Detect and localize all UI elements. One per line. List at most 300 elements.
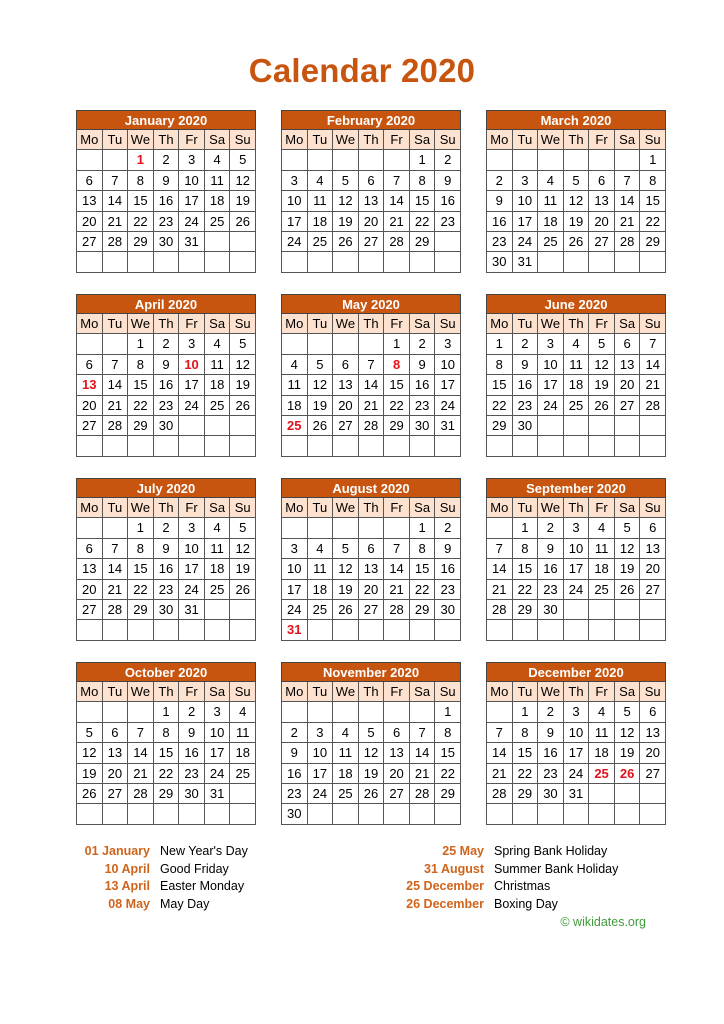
month-calendar — [281, 478, 461, 641]
empty-cell — [410, 702, 436, 722]
weekday-header: Fr — [589, 498, 615, 518]
day-cell: 28 — [615, 232, 641, 252]
day-cell: 11 — [333, 743, 359, 763]
day-cell: 6 — [77, 171, 103, 191]
day-cell: 8 — [487, 355, 513, 375]
day-cell: 1 — [487, 334, 513, 354]
day-cell: 18 — [308, 580, 334, 600]
day-cell: 20 — [615, 375, 641, 395]
day-cell: 25 — [589, 580, 615, 600]
empty-cell — [77, 518, 103, 538]
empty-cell — [359, 334, 385, 354]
day-cell: 2 — [154, 150, 180, 170]
day-cell: 3 — [538, 334, 564, 354]
empty-cell — [615, 150, 641, 170]
empty-cell — [333, 518, 359, 538]
month-grid — [281, 130, 461, 273]
weekday-header: Su — [230, 130, 256, 150]
empty-cell — [513, 804, 539, 824]
weekday-header: Fr — [384, 498, 410, 518]
day-cell: 10 — [282, 191, 308, 211]
day-cell: 2 — [179, 702, 205, 722]
month-grid — [76, 498, 256, 641]
day-cell: 18 — [333, 764, 359, 784]
day-cell: 28 — [103, 416, 129, 436]
empty-cell — [77, 436, 103, 456]
day-cell: 8 — [128, 539, 154, 559]
month-title: September 2020 — [486, 478, 666, 498]
weekday-header: Mo — [282, 314, 308, 334]
day-cell: 29 — [435, 784, 461, 804]
weekday-header: Mo — [282, 130, 308, 150]
weekday-header: Tu — [308, 130, 334, 150]
weekday-header: Tu — [103, 130, 129, 150]
weekday-header: Mo — [487, 682, 513, 702]
empty-cell — [205, 804, 231, 824]
day-cell: 6 — [384, 723, 410, 743]
empty-cell — [230, 436, 256, 456]
weekday-header: Fr — [384, 314, 410, 334]
empty-cell — [487, 150, 513, 170]
day-cell: 29 — [128, 416, 154, 436]
day-cell: 12 — [333, 191, 359, 211]
holiday-name: New Year's Day — [160, 844, 248, 858]
day-cell: 9 — [179, 723, 205, 743]
day-cell: 29 — [513, 784, 539, 804]
empty-cell — [154, 804, 180, 824]
day-cell: 20 — [384, 764, 410, 784]
empty-cell — [333, 620, 359, 640]
day-cell: 4 — [282, 355, 308, 375]
day-cell: 9 — [154, 171, 180, 191]
day-cell: 26 — [77, 784, 103, 804]
month-calendar — [281, 294, 461, 457]
day-cell: 2 — [410, 334, 436, 354]
month-grid — [281, 498, 461, 641]
month-grid — [76, 314, 256, 457]
day-cell: 9 — [538, 723, 564, 743]
empty-cell — [77, 334, 103, 354]
day-cell: 4 — [205, 150, 231, 170]
day-cell: 17 — [308, 764, 334, 784]
weekday-header: Su — [640, 682, 666, 702]
day-cell: 28 — [487, 784, 513, 804]
day-cell: 6 — [77, 539, 103, 559]
empty-cell — [179, 252, 205, 272]
day-cell: 26 — [333, 232, 359, 252]
day-cell: 24 — [179, 396, 205, 416]
holiday-day-cell: 25 — [282, 416, 308, 436]
day-cell: 4 — [538, 171, 564, 191]
day-cell: 11 — [564, 355, 590, 375]
day-cell: 21 — [640, 375, 666, 395]
empty-cell — [128, 252, 154, 272]
empty-cell — [384, 804, 410, 824]
weekday-header: Tu — [103, 314, 129, 334]
weekday-header: Mo — [77, 314, 103, 334]
empty-cell — [103, 620, 129, 640]
day-cell: 16 — [435, 559, 461, 579]
day-cell: 14 — [384, 559, 410, 579]
empty-cell — [205, 600, 231, 620]
weekday-header: Fr — [589, 130, 615, 150]
day-cell: 13 — [77, 191, 103, 211]
day-cell: 20 — [640, 559, 666, 579]
holiday-date: 26 December — [406, 896, 484, 911]
weekday-header: Th — [359, 682, 385, 702]
weekday-header: Mo — [77, 498, 103, 518]
day-cell: 30 — [435, 600, 461, 620]
day-cell: 10 — [564, 723, 590, 743]
empty-cell — [435, 232, 461, 252]
empty-cell — [308, 702, 334, 722]
day-cell: 20 — [359, 212, 385, 232]
day-cell: 31 — [435, 416, 461, 436]
day-cell: 15 — [513, 559, 539, 579]
day-cell: 15 — [128, 375, 154, 395]
day-cell: 15 — [487, 375, 513, 395]
empty-cell — [282, 518, 308, 538]
holiday-item — [76, 896, 248, 914]
day-cell: 24 — [282, 600, 308, 620]
month-grid — [486, 314, 666, 457]
day-cell: 27 — [77, 416, 103, 436]
day-cell: 18 — [205, 191, 231, 211]
empty-cell — [282, 436, 308, 456]
day-cell: 15 — [128, 559, 154, 579]
day-cell: 22 — [410, 580, 436, 600]
day-cell: 16 — [410, 375, 436, 395]
holiday-item — [406, 896, 618, 914]
day-cell: 19 — [359, 764, 385, 784]
weekday-header: Tu — [513, 682, 539, 702]
day-cell: 1 — [384, 334, 410, 354]
weekday-header: Th — [359, 498, 385, 518]
day-cell: 24 — [179, 580, 205, 600]
day-cell: 28 — [103, 232, 129, 252]
day-cell: 5 — [230, 334, 256, 354]
empty-cell — [128, 702, 154, 722]
day-cell: 21 — [487, 764, 513, 784]
weekday-header: We — [538, 682, 564, 702]
day-cell: 5 — [77, 723, 103, 743]
holiday-name: Christmas — [494, 879, 551, 894]
weekday-header: Sa — [615, 314, 641, 334]
day-cell: 31 — [205, 784, 231, 804]
empty-cell — [589, 416, 615, 436]
month-calendar — [76, 110, 256, 273]
day-cell: 22 — [410, 212, 436, 232]
day-cell: 20 — [359, 580, 385, 600]
day-cell: 24 — [308, 784, 334, 804]
day-cell: 15 — [640, 191, 666, 211]
empty-cell — [538, 436, 564, 456]
weekday-header: Su — [640, 498, 666, 518]
day-cell: 24 — [564, 764, 590, 784]
day-cell: 13 — [615, 355, 641, 375]
day-cell: 4 — [589, 702, 615, 722]
day-cell: 30 — [179, 784, 205, 804]
month-calendar — [281, 110, 461, 273]
empty-cell — [179, 804, 205, 824]
empty-cell — [615, 620, 641, 640]
empty-cell — [230, 232, 256, 252]
empty-cell — [538, 416, 564, 436]
day-cell: 11 — [205, 171, 231, 191]
empty-cell — [589, 436, 615, 456]
month-title: May 2020 — [281, 294, 461, 314]
day-cell: 2 — [154, 518, 180, 538]
day-cell: 23 — [282, 784, 308, 804]
day-cell: 6 — [640, 518, 666, 538]
month-title: March 2020 — [486, 110, 666, 130]
day-cell: 20 — [589, 212, 615, 232]
empty-cell — [230, 784, 256, 804]
day-cell: 19 — [615, 559, 641, 579]
empty-cell — [205, 436, 231, 456]
day-cell: 1 — [128, 518, 154, 538]
day-cell: 7 — [410, 723, 436, 743]
day-cell: 22 — [154, 764, 180, 784]
day-cell: 8 — [435, 723, 461, 743]
empty-cell — [538, 252, 564, 272]
day-cell: 25 — [230, 764, 256, 784]
day-cell: 10 — [179, 171, 205, 191]
empty-cell — [564, 252, 590, 272]
day-cell: 18 — [230, 743, 256, 763]
empty-cell — [179, 620, 205, 640]
day-cell: 25 — [538, 232, 564, 252]
day-cell: 2 — [487, 171, 513, 191]
weekday-header: Th — [154, 130, 180, 150]
day-cell: 18 — [308, 212, 334, 232]
day-cell: 13 — [359, 191, 385, 211]
day-cell: 9 — [282, 743, 308, 763]
day-cell: 17 — [179, 191, 205, 211]
empty-cell — [615, 784, 641, 804]
holiday-day-cell: 25 — [589, 764, 615, 784]
empty-cell — [205, 620, 231, 640]
day-cell: 13 — [640, 723, 666, 743]
day-cell: 11 — [308, 191, 334, 211]
weekday-header: Sa — [410, 130, 436, 150]
empty-cell — [615, 252, 641, 272]
day-cell: 1 — [410, 518, 436, 538]
empty-cell — [513, 150, 539, 170]
day-cell: 29 — [513, 600, 539, 620]
holiday-date: 01 January — [84, 844, 150, 858]
month-calendar — [486, 110, 666, 273]
day-cell: 1 — [435, 702, 461, 722]
weekday-header: Sa — [410, 314, 436, 334]
day-cell: 22 — [487, 396, 513, 416]
credit-link[interactable]: © wikidates.org — [560, 915, 646, 929]
day-cell: 12 — [359, 743, 385, 763]
day-cell: 6 — [359, 539, 385, 559]
day-cell: 18 — [564, 375, 590, 395]
weekday-header: We — [538, 314, 564, 334]
day-cell: 10 — [564, 539, 590, 559]
weekday-header: Mo — [487, 498, 513, 518]
day-cell: 21 — [410, 764, 436, 784]
day-cell: 7 — [384, 539, 410, 559]
empty-cell — [77, 252, 103, 272]
empty-cell — [640, 416, 666, 436]
weekday-header: Fr — [179, 314, 205, 334]
day-cell: 5 — [589, 334, 615, 354]
month-calendar — [76, 294, 256, 457]
day-cell: 30 — [513, 416, 539, 436]
day-cell: 17 — [435, 375, 461, 395]
day-cell: 26 — [308, 416, 334, 436]
weekday-header: Mo — [77, 682, 103, 702]
weekday-header: Sa — [615, 498, 641, 518]
day-cell: 7 — [103, 355, 129, 375]
day-cell: 14 — [615, 191, 641, 211]
day-cell: 31 — [179, 232, 205, 252]
empty-cell — [333, 702, 359, 722]
day-cell: 16 — [154, 191, 180, 211]
day-cell: 27 — [640, 580, 666, 600]
weekday-header: Fr — [589, 682, 615, 702]
day-cell: 28 — [487, 600, 513, 620]
empty-cell — [359, 518, 385, 538]
weekday-header: We — [333, 130, 359, 150]
day-cell: 14 — [128, 743, 154, 763]
empty-cell — [589, 804, 615, 824]
holiday-date: 31 August — [424, 861, 484, 876]
day-cell: 22 — [128, 212, 154, 232]
weekday-header: Su — [230, 498, 256, 518]
holiday-name: Spring Bank Holiday — [494, 844, 608, 858]
day-cell: 6 — [359, 171, 385, 191]
weekday-header: Tu — [513, 498, 539, 518]
empty-cell — [589, 784, 615, 804]
empty-cell — [564, 600, 590, 620]
day-cell: 30 — [538, 784, 564, 804]
day-cell: 9 — [435, 171, 461, 191]
day-cell: 23 — [435, 212, 461, 232]
day-cell: 13 — [103, 743, 129, 763]
day-cell: 17 — [179, 375, 205, 395]
day-cell: 22 — [513, 764, 539, 784]
holiday-day-cell: 13 — [77, 375, 103, 395]
day-cell: 12 — [308, 375, 334, 395]
day-cell: 23 — [435, 580, 461, 600]
empty-cell — [359, 436, 385, 456]
weekday-header: Mo — [282, 498, 308, 518]
holiday-list-left — [76, 843, 248, 913]
weekday-header: We — [333, 498, 359, 518]
day-cell: 7 — [359, 355, 385, 375]
weekday-header: Th — [564, 498, 590, 518]
empty-cell — [154, 620, 180, 640]
day-cell: 3 — [564, 518, 590, 538]
empty-cell — [179, 416, 205, 436]
weekday-header: Fr — [384, 682, 410, 702]
day-cell: 25 — [205, 396, 231, 416]
empty-cell — [513, 620, 539, 640]
empty-cell — [487, 518, 513, 538]
empty-cell — [230, 804, 256, 824]
day-cell: 18 — [538, 212, 564, 232]
day-cell: 25 — [564, 396, 590, 416]
holiday-item — [76, 878, 248, 896]
weekday-header: Th — [564, 682, 590, 702]
month-grid — [486, 682, 666, 825]
weekday-header: Sa — [205, 682, 231, 702]
holiday-item — [406, 861, 618, 879]
day-cell: 15 — [384, 375, 410, 395]
day-cell: 16 — [538, 559, 564, 579]
day-cell: 3 — [282, 171, 308, 191]
day-cell: 27 — [77, 600, 103, 620]
day-cell: 5 — [333, 171, 359, 191]
empty-cell — [640, 252, 666, 272]
day-cell: 18 — [282, 396, 308, 416]
day-cell: 1 — [128, 334, 154, 354]
day-cell: 14 — [103, 559, 129, 579]
day-cell: 5 — [230, 518, 256, 538]
weekday-header: Fr — [179, 682, 205, 702]
day-cell: 12 — [230, 355, 256, 375]
empty-cell — [282, 252, 308, 272]
day-cell: 13 — [77, 559, 103, 579]
empty-cell — [589, 252, 615, 272]
weekday-header: Th — [564, 314, 590, 334]
day-cell: 4 — [589, 518, 615, 538]
day-cell: 8 — [154, 723, 180, 743]
weekday-header: Mo — [487, 130, 513, 150]
empty-cell — [128, 436, 154, 456]
day-cell: 9 — [513, 355, 539, 375]
day-cell: 20 — [640, 743, 666, 763]
holiday-list-right — [406, 843, 618, 913]
day-cell: 24 — [513, 232, 539, 252]
empty-cell — [435, 804, 461, 824]
weekday-header: Th — [564, 130, 590, 150]
day-cell: 28 — [384, 600, 410, 620]
weekday-header: Sa — [205, 498, 231, 518]
day-cell: 15 — [410, 559, 436, 579]
day-cell: 14 — [487, 743, 513, 763]
weekday-header: We — [128, 498, 154, 518]
weekday-header: Tu — [308, 314, 334, 334]
day-cell: 19 — [333, 212, 359, 232]
day-cell: 2 — [513, 334, 539, 354]
month-title: January 2020 — [76, 110, 256, 130]
day-cell: 3 — [179, 518, 205, 538]
day-cell: 20 — [77, 580, 103, 600]
empty-cell — [103, 702, 129, 722]
day-cell: 11 — [538, 191, 564, 211]
day-cell: 1 — [154, 702, 180, 722]
empty-cell — [308, 334, 334, 354]
empty-cell — [154, 252, 180, 272]
weekday-header: Th — [154, 314, 180, 334]
empty-cell — [103, 334, 129, 354]
day-cell: 8 — [128, 171, 154, 191]
day-cell: 11 — [205, 355, 231, 375]
day-cell: 12 — [77, 743, 103, 763]
day-cell: 24 — [538, 396, 564, 416]
empty-cell — [359, 620, 385, 640]
day-cell: 14 — [410, 743, 436, 763]
day-cell: 27 — [384, 784, 410, 804]
day-cell: 7 — [615, 171, 641, 191]
empty-cell — [435, 252, 461, 272]
day-cell: 27 — [589, 232, 615, 252]
